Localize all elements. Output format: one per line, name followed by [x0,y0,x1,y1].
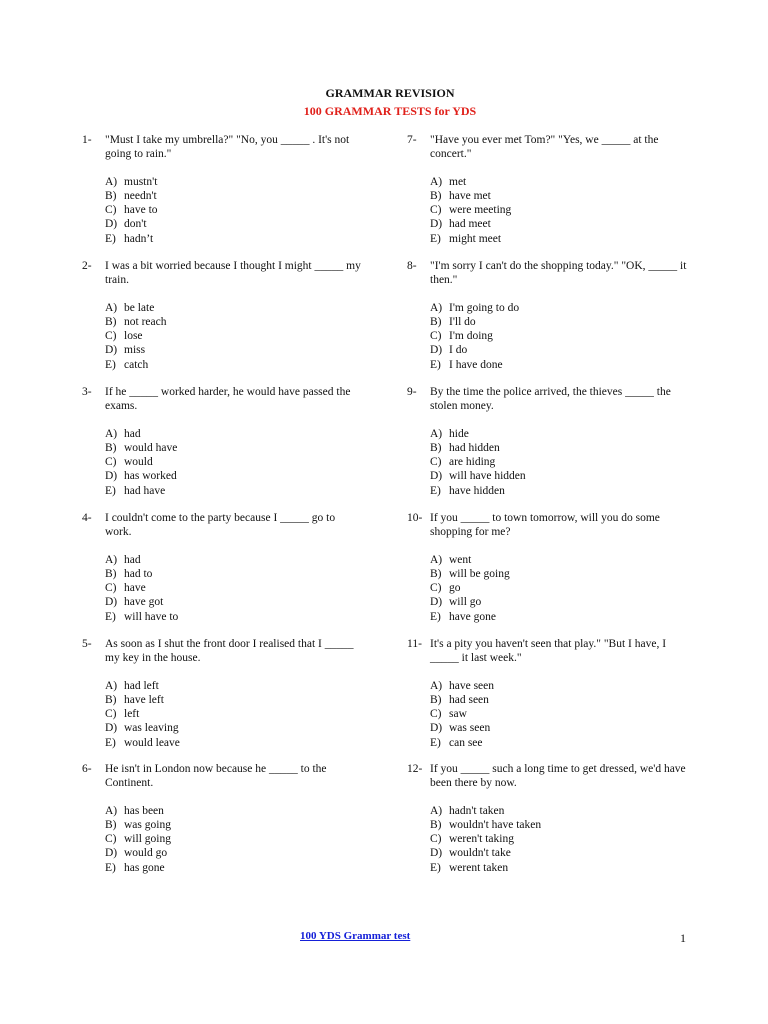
option-letter: D) [105,596,118,609]
option-text: had [124,553,141,566]
option-text: wouldn't have taken [449,819,542,831]
option-letter: D) [430,596,443,609]
option-letter: E) [105,232,116,245]
option-letter: E) [430,736,441,749]
question-block [407,385,683,498]
question-stem: By the time the police arrived, the thieves _____ the stolen money. [430,386,671,413]
option-text: was leaving [124,722,179,735]
answer-option [105,232,358,246]
answer-option [430,818,683,832]
option-letter: C) [105,204,117,217]
option-text: have gone [449,610,496,623]
option-letter: E) [430,484,441,497]
option-letter: E) [105,610,116,623]
page-number: 1 [680,931,686,945]
answer-option [105,343,358,357]
option-letter: A) [105,301,118,314]
option-letter: D) [430,722,443,735]
question-stem: It's a pity you haven't seen that play." "But I have, I _____ it last week." [430,638,667,665]
option-text: wouldn't take [449,847,511,860]
option-text: left [124,708,140,721]
question-block [82,133,358,246]
question-stem: If you _____ such a long time to get dressed, we'd have been there by now. [430,763,686,790]
option-text: have seen [449,679,495,692]
option-text: miss [124,344,146,357]
option-letter: A) [105,175,118,188]
answer-option [105,217,358,231]
option-text: will have hidden [449,470,526,483]
answer-option [430,358,683,372]
answer-option [430,610,683,624]
answer-option [105,203,358,217]
option-text: was seen [449,722,491,735]
option-text: saw [449,708,467,721]
option-letter: C) [430,708,442,721]
option-list [105,679,358,750]
option-letter: D) [430,470,443,483]
option-letter: E) [430,358,441,371]
option-letter: A) [430,679,443,692]
option-text: not reach [124,316,167,328]
question-stem: As soon as I shut the front door I realised that I _____ my key in the house. [105,638,354,665]
answer-option [430,567,683,581]
answer-option [430,804,683,818]
option-letter: C) [430,833,442,846]
option-letter: C) [105,708,117,721]
answer-option [430,315,683,329]
option-letter: C) [430,582,442,595]
question-number: 12- [407,763,423,775]
answer-option [105,455,358,469]
option-letter: B) [430,819,442,831]
answer-option [105,553,358,567]
option-text: will have to [124,610,179,623]
question-number: 1- [82,134,92,146]
option-letter: E) [430,861,441,874]
question-block [82,385,358,498]
answer-option [105,818,358,832]
option-text: weren't taking [449,833,514,846]
option-list [105,553,358,624]
answer-option [105,441,358,455]
answer-option [105,693,358,707]
option-list [430,553,683,624]
answer-option [105,189,358,203]
option-text: had left [124,679,159,692]
option-text: I do [449,344,468,357]
option-letter: D) [105,470,118,483]
answer-option [430,832,683,846]
answer-option [430,679,683,693]
option-list [430,679,683,750]
option-letter: A) [430,553,443,566]
option-text: has worked [124,470,177,483]
option-text: had to [124,568,153,580]
option-letter: A) [105,804,118,817]
option-text: have met [449,190,491,202]
question-stem: If you _____ to town tomorrow, will you do some shopping for me? [430,512,660,539]
answer-option [430,203,683,217]
option-list [105,301,358,372]
option-letter: B) [105,190,117,202]
option-letter: C) [105,833,117,846]
option-letter: A) [105,553,118,566]
option-letter: C) [105,582,117,595]
option-letter: C) [105,330,117,343]
question-number: 9- [407,386,417,398]
answer-option [430,329,683,343]
answer-option [105,567,358,581]
question-stem: If he _____ worked harder, he would have passed the exams. [105,386,351,413]
question-number: 5- [82,638,92,650]
option-text: I have done [449,358,503,371]
answer-option [430,721,683,735]
answer-option [105,427,358,441]
question-number: 3- [82,386,92,398]
option-text: hadn’t [124,232,154,245]
answer-option [105,469,358,483]
option-text: would [124,456,153,469]
option-text: met [449,175,467,188]
option-text: needn't [124,190,157,202]
question-block [407,259,687,372]
question-block [407,637,683,750]
option-text: will go [449,596,482,609]
option-text: have left [124,694,164,706]
question-block [82,762,358,875]
answer-option [430,553,683,567]
answer-option [105,832,358,846]
option-letter: D) [430,218,443,231]
answer-option [430,189,683,203]
answer-option [105,861,358,875]
option-letter: B) [105,694,117,706]
option-text: hadn't taken [449,804,505,817]
option-text: have hidden [449,484,505,497]
answer-option [430,484,683,498]
option-text: be late [124,301,155,314]
question-stem: I couldn't come to the party because I _____ go to work. [105,512,336,539]
answer-option [430,595,683,609]
answer-option [430,427,683,441]
option-letter: C) [430,456,442,469]
answer-option [105,846,358,860]
option-letter: D) [105,344,118,357]
option-list [430,175,683,246]
option-letter: A) [430,804,443,817]
answer-option [105,581,358,595]
option-text: would have [124,442,178,454]
option-letter: A) [430,175,443,188]
answer-option [430,441,683,455]
answer-option [105,315,358,329]
document-subtitle: 100 GRAMMAR TESTS for YDS [303,104,477,118]
answer-option [105,301,358,315]
option-text: have to [124,204,158,217]
answer-option [105,358,358,372]
option-text: might meet [449,232,502,245]
question-number: 8- [407,260,417,272]
option-letter: D) [105,847,118,860]
answer-option [105,707,358,721]
option-text: went [449,553,472,566]
option-list [430,427,683,498]
question-stem: I was a bit worried because I thought I might _____ my train. [105,260,361,287]
question-number: 10- [407,512,423,524]
option-letter: A) [430,427,443,440]
answer-option [430,469,683,483]
option-letter: E) [105,861,116,874]
option-letter: B) [430,190,442,202]
question-stem: He isn't in London now because he _____ to the Continent. [105,763,327,790]
option-text: would go [124,847,168,860]
answer-option [105,329,358,343]
option-letter: B) [105,442,117,454]
document-title: GRAMMAR REVISION [325,86,455,100]
option-text: can see [449,736,483,749]
option-text: have got [124,596,164,609]
option-list [105,427,358,498]
answer-option [430,217,683,231]
option-letter: B) [105,316,117,328]
answer-option [430,846,683,860]
answer-option [430,301,683,315]
option-text: I'm doing [449,330,493,343]
option-letter: E) [430,232,441,245]
answer-option [430,343,683,357]
question-stem: "I'm sorry I can't do the shopping today." "OK, _____ it then." [430,260,687,287]
option-letter: B) [105,568,117,580]
answer-option [105,175,358,189]
option-list [430,301,683,372]
option-text: go [449,582,461,595]
question-block [407,511,683,624]
answer-option [430,455,683,469]
question-number: 4- [82,512,92,524]
option-letter: C) [430,204,442,217]
option-text: has been [124,804,164,817]
question-block [407,762,686,875]
option-text: was going [124,819,171,831]
option-list [105,175,358,246]
option-letter: E) [105,358,116,371]
option-letter: C) [430,330,442,343]
answer-option [430,736,683,750]
answer-option [105,484,358,498]
option-letter: B) [105,819,117,831]
question-number: 11- [407,638,422,650]
option-text: I'll do [449,316,476,328]
option-text: are hiding [449,456,496,469]
answer-option [105,679,358,693]
question-number: 2- [82,260,92,272]
option-text: catch [124,358,149,371]
answer-option [430,175,683,189]
option-letter: B) [430,442,442,454]
option-letter: D) [430,847,443,860]
option-text: mustn't [124,175,158,188]
question-block [82,511,358,624]
option-letter: A) [430,301,443,314]
option-letter: E) [105,736,116,749]
option-text: lose [124,330,143,343]
question-stem: "Must I take my umbrella?" "No, you _____ . It's not going to rain." [105,134,350,161]
question-block [407,133,683,246]
option-list [105,804,358,875]
option-text: had [124,427,141,440]
option-letter: E) [430,610,441,623]
option-list [430,804,683,875]
option-letter: B) [430,568,442,580]
question-block [82,637,358,750]
option-text: will be going [449,568,510,580]
document-header [0,84,768,120]
option-text: I'm going to do [449,301,520,314]
option-letter: C) [105,456,117,469]
option-letter: A) [105,679,118,692]
option-text: werent taken [449,861,509,874]
option-text: have [124,582,146,595]
option-text: had seen [449,694,489,706]
answer-option [105,804,358,818]
option-letter: E) [105,484,116,497]
question-number: 6- [82,763,92,775]
option-text: would leave [124,736,180,749]
option-letter: A) [105,427,118,440]
option-letter: D) [105,218,118,231]
option-text: had hidden [449,442,500,454]
option-text: has gone [124,861,165,874]
option-text: don't [124,218,147,231]
answer-option [105,736,358,750]
question-block [82,259,361,372]
option-text: were meeting [449,204,512,217]
option-text: hide [449,427,469,440]
option-letter: D) [430,344,443,357]
answer-option [430,707,683,721]
answer-option [105,610,358,624]
answer-option [105,721,358,735]
option-text: had have [124,484,166,497]
question-stem: "Have you ever met Tom?" "Yes, we _____ at the concert." [430,134,659,161]
option-letter: B) [430,316,442,328]
option-letter: D) [105,722,118,735]
answer-option [430,581,683,595]
answer-option [430,861,683,875]
option-letter: B) [430,694,442,706]
question-number: 7- [407,134,417,146]
answer-option [105,595,358,609]
answer-option [430,693,683,707]
option-text: had meet [449,218,491,231]
answer-option [430,232,683,246]
footer-link[interactable]: 100 YDS Grammar test [300,930,411,942]
option-text: will going [124,833,171,846]
